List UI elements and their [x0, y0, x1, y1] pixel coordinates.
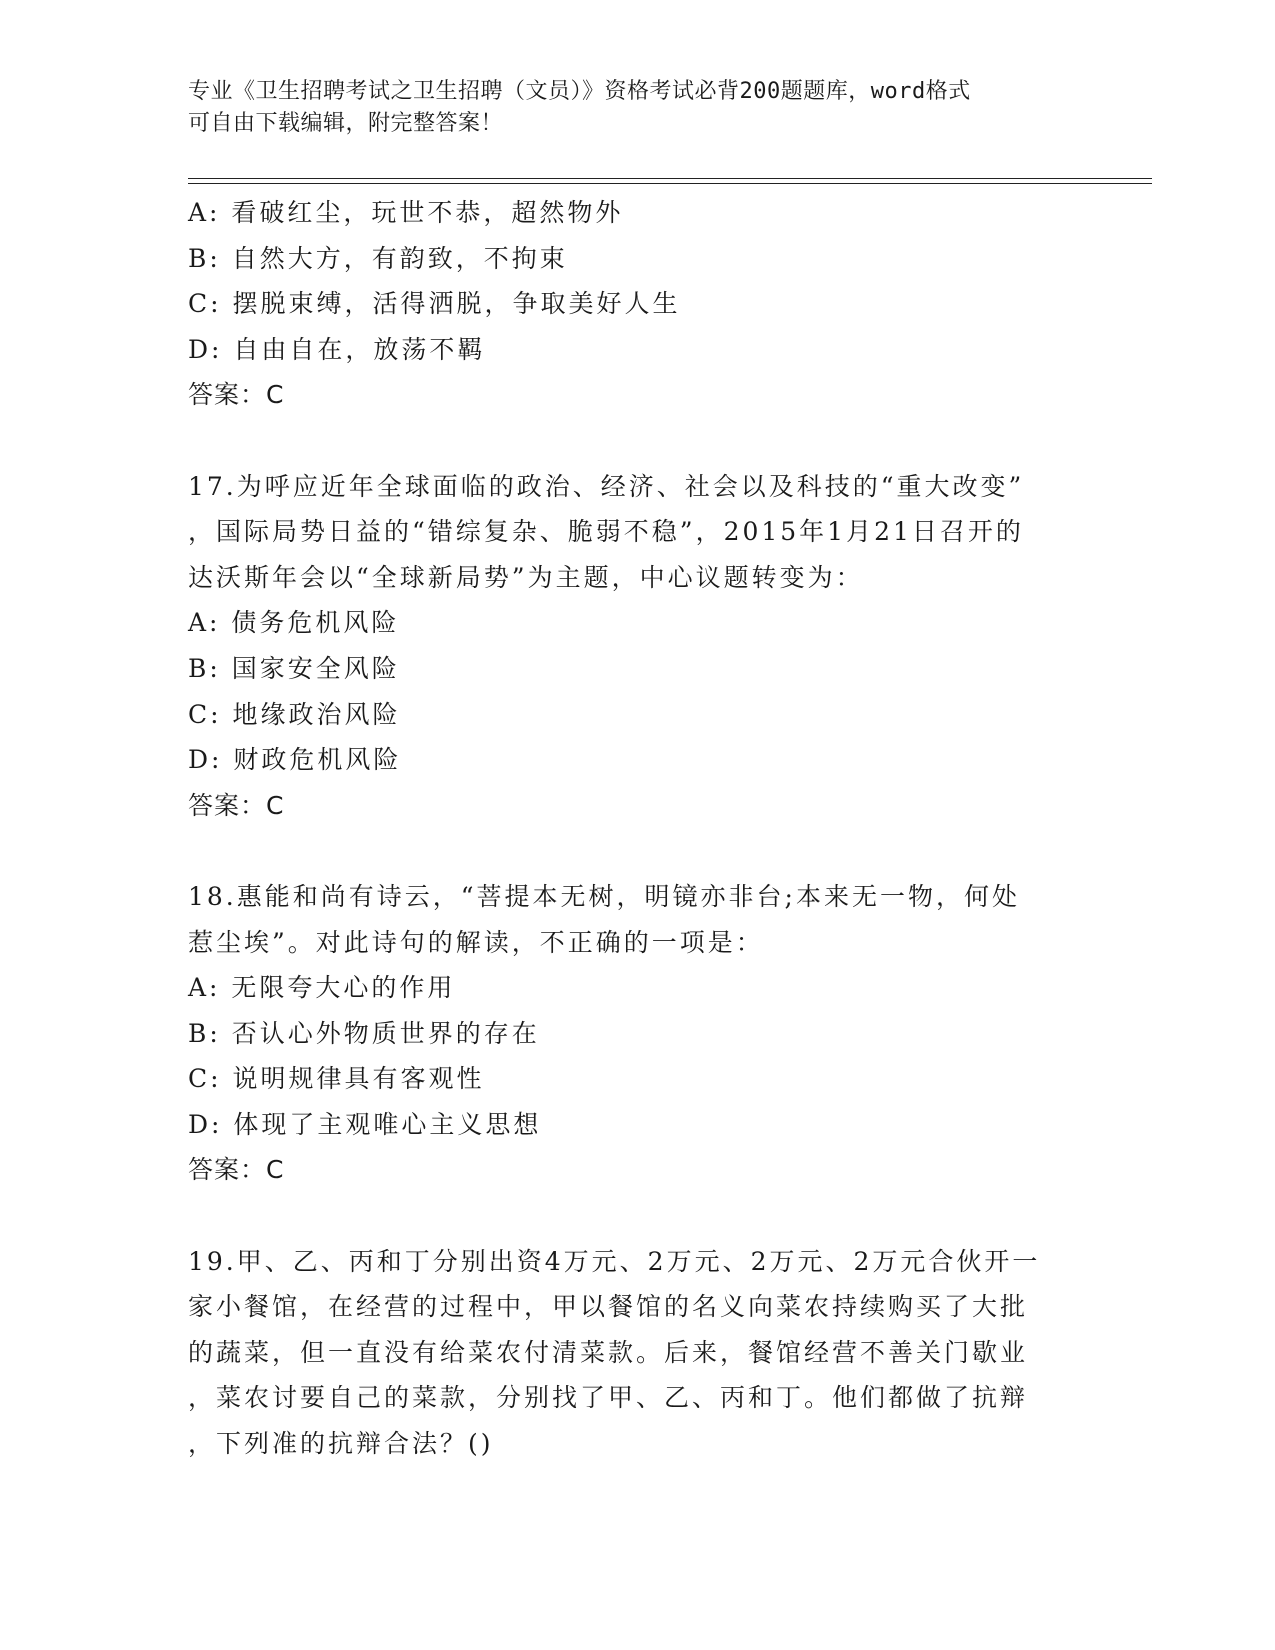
spacer — [188, 1193, 1088, 1239]
option-b: B: 国家安全风险 — [188, 653, 400, 683]
option-d: D: 体现了主观唯心主义思想 — [188, 1109, 542, 1139]
header-line-1: 专业《卫生招聘考试之卫生招聘（文员）》资格考试必背200题题库，word格式 — [188, 79, 971, 104]
option-a: A: 无限夸大心的作用 — [188, 973, 456, 1003]
header-divider-top — [188, 178, 1152, 179]
spacer — [188, 418, 1088, 464]
question-18 — [188, 874, 1088, 1193]
option-c: C: 摆脱束缚，活得洒脱，争取美好人生 — [188, 289, 681, 319]
answer: 答案：C — [188, 380, 285, 410]
document-header — [188, 76, 1088, 140]
question-text-line: 达沃斯年会以“全球新局势”为主题，中心议题转变为： — [188, 562, 864, 592]
option-a: A: 看破红尘，玩世不恭，超然物外 — [188, 198, 624, 227]
header-line-2: 可自由下载编辑，附完整答案！ — [188, 111, 504, 136]
question-text-line: 19.甲、乙、丙和丁分别出资4万元、2万元、2万元、2万元合伙开一 — [188, 1246, 1041, 1276]
question-list — [188, 190, 1088, 1467]
question-text-line: 家小餐馆，在经营的过程中，甲以餐馆的名义向菜农持续购买了大批 — [188, 1292, 1029, 1322]
option-a: A: 债务危机风险 — [188, 608, 400, 638]
option-b: B: 否认心外物质世界的存在 — [188, 1018, 540, 1048]
question-17 — [188, 464, 1088, 829]
question-text-line: ，下列准的抗辩合法？() — [188, 1429, 494, 1459]
question-text-line: 17.为呼应近年全球面临的政治、经济、社会以及科技的“重大改变” — [188, 471, 1025, 501]
question-19 — [188, 1239, 1088, 1467]
option-b: B: 自然大方，有韵致，不拘束 — [188, 243, 568, 273]
option-c: C: 地缘政治风险 — [188, 699, 401, 729]
question-text-line: 惹尘埃”。对此诗句的解读，不正确的一项是： — [188, 927, 764, 957]
answer: 答案：C — [188, 1155, 285, 1185]
header-divider-bottom — [188, 183, 1152, 184]
question-text-line: 18.惠能和尚有诗云，“菩提本无树，明镜亦非台;本来无一物，何处 — [188, 881, 1020, 911]
question-text-line: ，国际局势日益的“错综复杂、脆弱不稳”，2015年1月21日召开的 — [188, 517, 1024, 547]
option-c: C: 说明规律具有客观性 — [188, 1064, 485, 1094]
option-d: D: 财政危机风险 — [188, 745, 402, 775]
answer: 答案：C — [188, 790, 285, 820]
spacer — [188, 828, 1088, 874]
question-text-line: ，菜农讨要自己的菜款，分别找了甲、乙、丙和丁。他们都做了抗辩 — [188, 1383, 1029, 1413]
option-d: D: 自由自在，放荡不羁 — [188, 334, 486, 364]
question-text-line: 的蔬菜，但一直没有给菜农付清菜款。后来，餐馆经营不善关门歇业 — [188, 1337, 1029, 1367]
question-16 — [188, 190, 1088, 418]
